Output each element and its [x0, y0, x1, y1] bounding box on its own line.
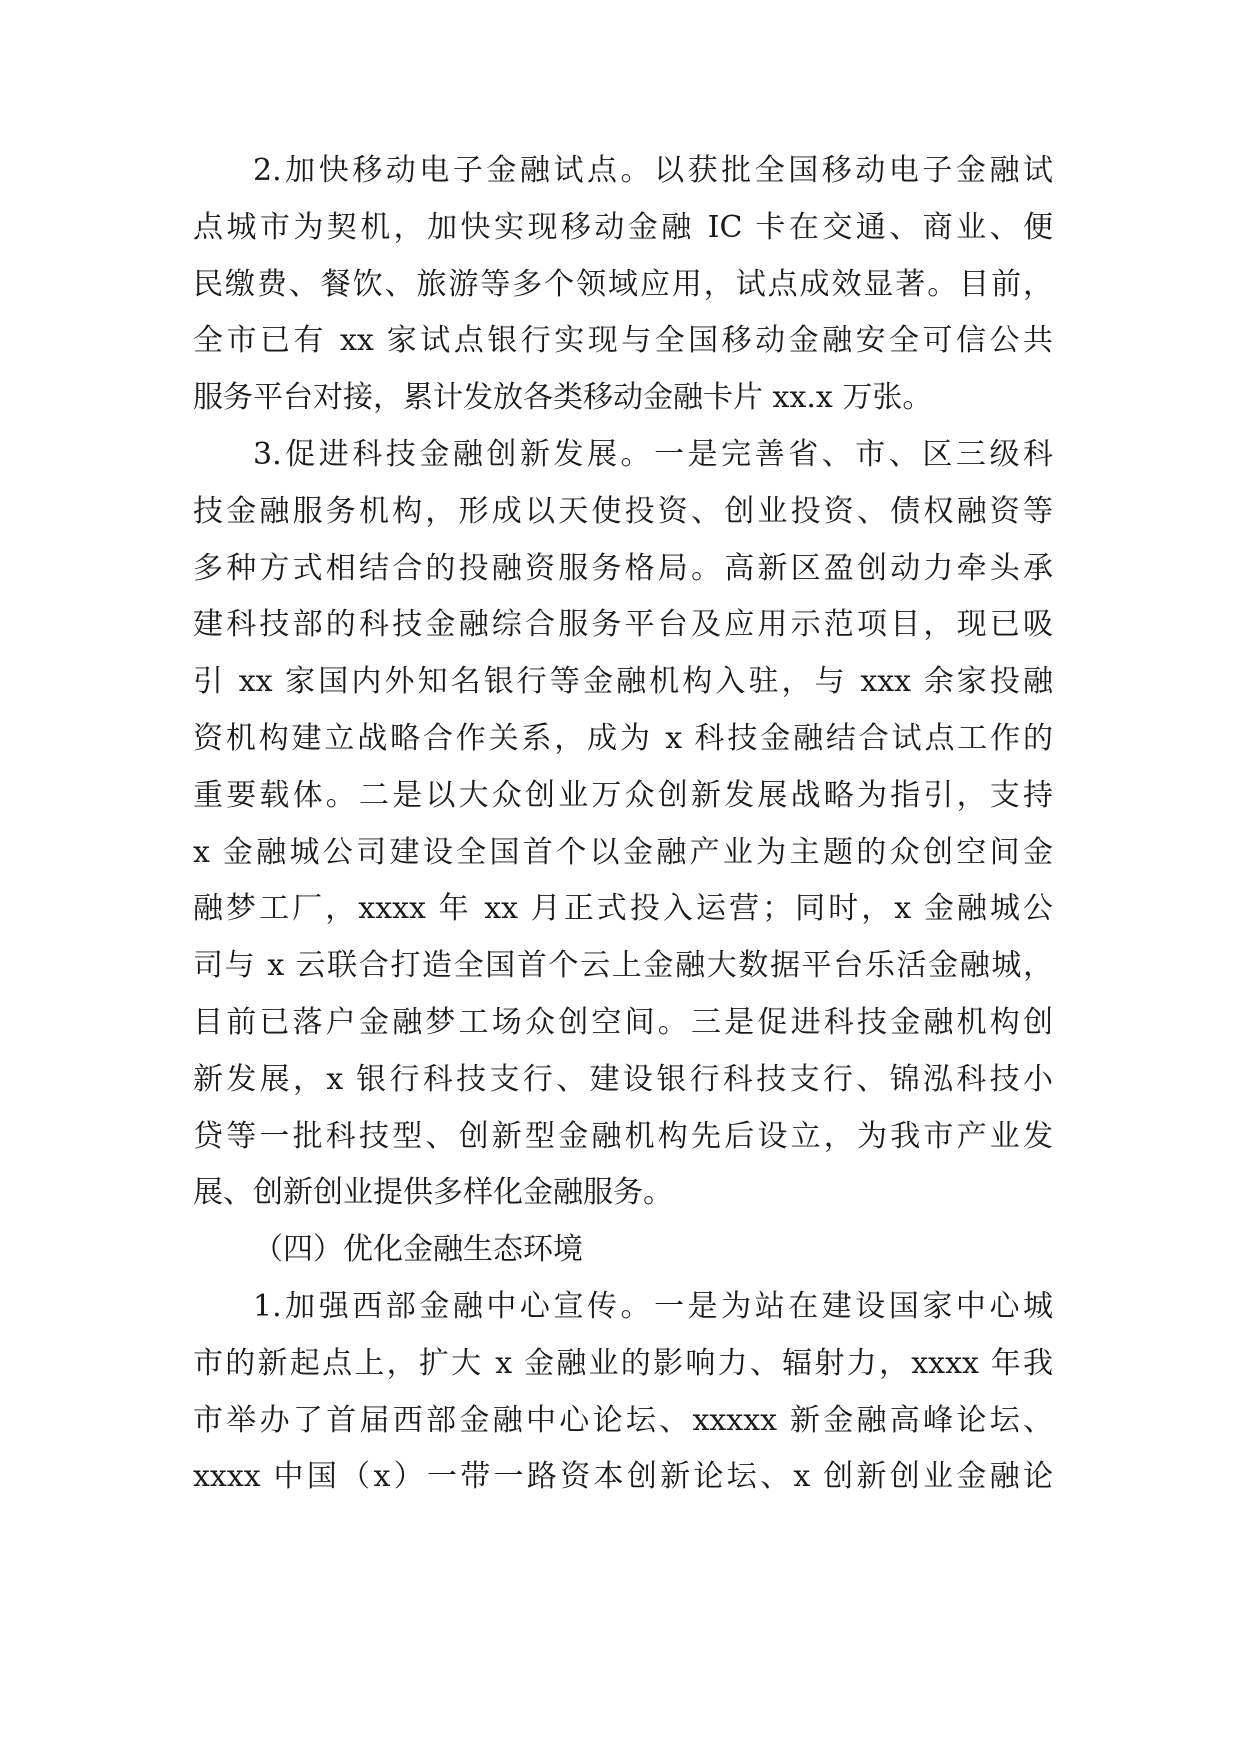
paragraph-line: 民缴费、餐饮、旅游等多个领域应用，试点成效显著。目前，	[193, 266, 1053, 302]
paragraph-line: 建科技部的科技金融综合服务平台及应用示范项目，现已吸	[193, 607, 1053, 643]
paragraph-line: 市的新起点上，扩大 x 金融业的影响力、辐射力，xxxx 年我	[193, 1345, 1053, 1381]
paragraph-line: 新发展，x 银行科技支行、建设银行科技支行、锦泓科技小	[193, 1061, 1053, 1097]
paragraph-line: 技金融服务机构，形成以天使投资、创业投资、债权融资等	[193, 493, 1053, 529]
paragraph-line: 市举办了首届西部金融中心论坛、xxxxx 新金融高峰论坛、	[193, 1402, 1053, 1438]
paragraph-line: 引 xx 家国内外知名银行等金融机构入驻，与 xxx 余家投融	[193, 664, 1053, 700]
paragraph-line: 融梦工厂，xxxx 年 xx 月正式投入运营；同时，x 金融城公	[193, 891, 1053, 927]
paragraph-line: 目前已落户金融梦工场众创空间。三是促进科技金融机构创	[193, 1004, 1053, 1040]
paragraph-line: 点城市为契机，加快实现移动金融 IC 卡在交通、商业、便	[193, 209, 1053, 245]
paragraph-line: 展、创新创业提供多样化金融服务。	[193, 1175, 673, 1211]
paragraph-line: 贷等一批科技型、创新型金融机构先后设立，为我市产业发	[193, 1118, 1053, 1154]
paragraph-line: 多种方式相结合的投融资服务格局。高新区盈创动力牵头承	[193, 550, 1053, 586]
paragraph-line: xxxx 中国（x）一带一路资本创新论坛、x 创新创业金融论	[193, 1459, 1053, 1495]
paragraph-line: x 金融城公司建设全国首个以金融产业为主题的众创空间金	[193, 834, 1053, 870]
paragraph-line: 全市已有 xx 家试点银行实现与全国移动金融安全可信公共	[193, 323, 1053, 359]
document-page	[193, 143, 1053, 1506]
paragraph-line: 司与 x 云联合打造全国首个云上金融大数据平台乐活金融城，	[193, 948, 1053, 984]
paragraph-line: 重要载体。二是以大众创业万众创新发展战略为指引，支持	[193, 777, 1053, 813]
section-heading: （四）优化金融生态环境	[253, 1232, 583, 1268]
paragraph-line: 3.促进科技金融创新发展。一是完善省、市、区三级科	[253, 436, 1053, 472]
paragraph-line: 资机构建立战略合作关系，成为 x 科技金融结合试点工作的	[193, 720, 1053, 756]
paragraph-line: 1.加强西部金融中心宣传。一是为站在建设国家中心城	[253, 1288, 1053, 1324]
paragraph-line: 服务平台对接，累计发放各类移动金融卡片 xx.x 万张。	[193, 380, 933, 416]
paragraph-line: 2.加快移动电子金融试点。以获批全国移动电子金融试	[253, 153, 1053, 188]
